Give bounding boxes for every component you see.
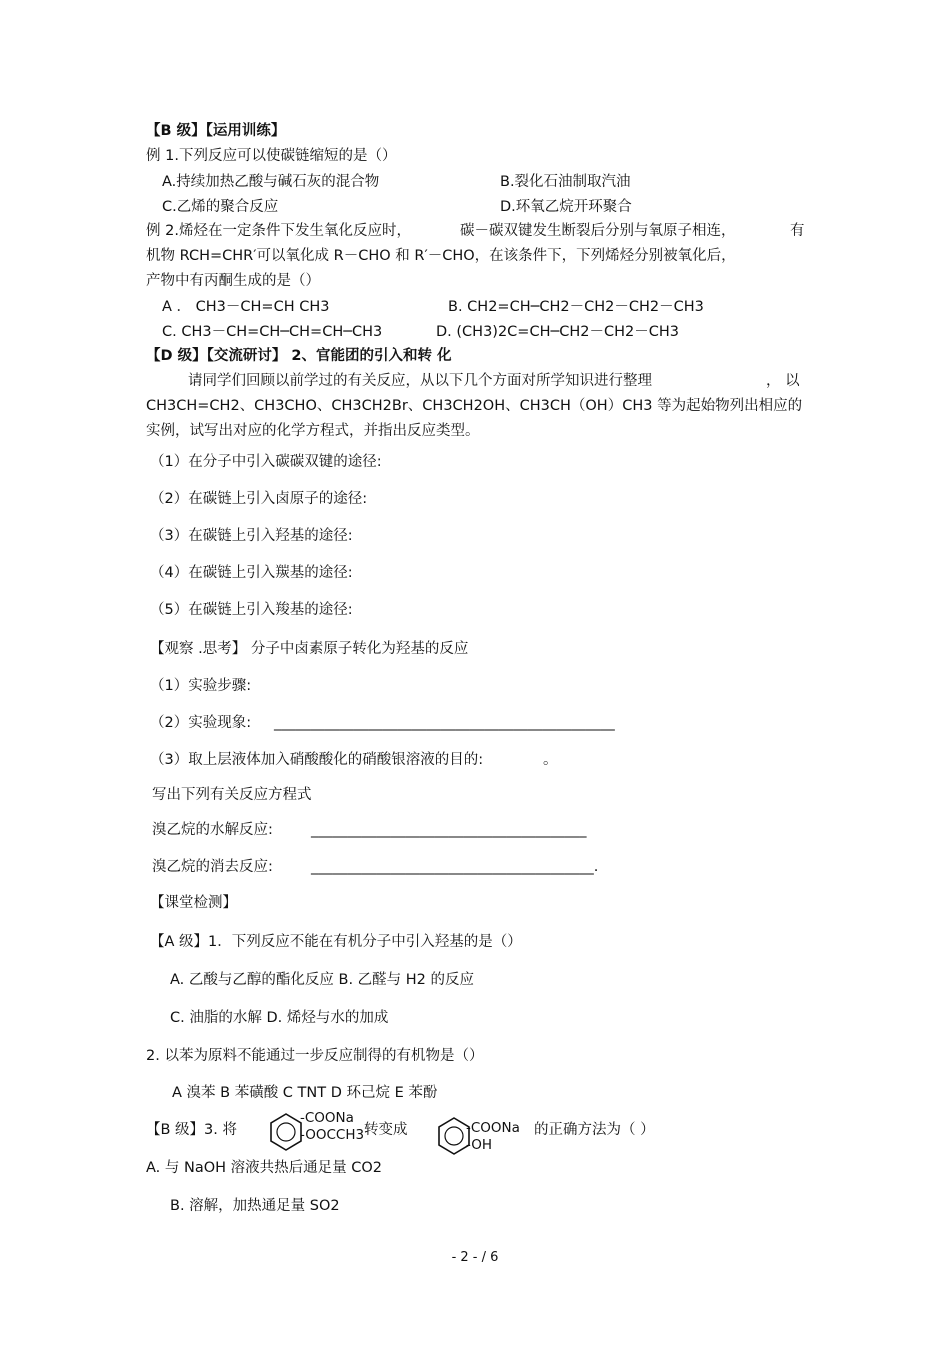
hydrolysis-blank: ______________________________________	[311, 822, 587, 838]
example-1-option-c: C.乙烯的聚合反应	[162, 199, 279, 215]
d-level-intro-2: CH3CH=CH2、CH3CHO、CH3CH2Br、CH3CH2OH、CH3CH（OH）CH3 等为起始物列出相应的	[146, 398, 803, 414]
observe-step-3-end: 。	[543, 752, 558, 768]
route-item-5: （5）在碳链上引入羧基的途径:	[150, 602, 353, 618]
example-2-line-1a: 例 2.烯烃在一定条件下发生氧化反应时，	[146, 223, 411, 239]
question-3-middle: 转变成	[364, 1122, 408, 1138]
observe-step-3: （3）取上层液体加入硝酸酸化的硝酸银溶液的目的:	[150, 752, 484, 768]
example-2-option-a: A ． CH3－CH=CH CH3	[162, 299, 330, 315]
d-level-intro-3: 实例，试写出对应的化学方程式，并指出反应类型。	[146, 423, 480, 439]
b-level-heading: 【B 级】【运用训练】	[146, 123, 286, 139]
example-1-stem: 例 1.下列反应可以使碳链缩短的是（）	[146, 148, 397, 164]
question-1-options-cd: C. 油脂的水解 D. 烯烃与水的加成	[170, 1010, 389, 1026]
route-item-4: （4）在碳链上引入羰基的途径:	[150, 565, 353, 581]
question-3-suffix: 的正确方法为（ ）	[534, 1122, 655, 1138]
example-1-option-a: A.持续加热乙酸与碱石灰的混合物	[162, 174, 380, 190]
observe-step-1: （1）实验步骤:	[150, 678, 252, 694]
observe-heading: 【观察 .思考】 分子中卤素原子转化为羟基的反应	[150, 641, 469, 657]
route-item-2: （2）在碳链上引入卤原子的途径:	[150, 491, 368, 507]
example-2-line-1b: 碳－碳双键发生断裂后分别与氧原子相连，	[460, 223, 736, 239]
example-2-line-1c: 有	[790, 223, 805, 239]
example-2-option-d: D. (CH3)2C=CH─CH2－CH2－CH3	[436, 324, 679, 340]
structure-1-top-group: -COONa	[300, 1110, 354, 1126]
check-heading: 【课堂检测】	[150, 895, 237, 911]
question-3-option-b: B. 溶解，加热通足量 SO2	[170, 1198, 340, 1214]
question-2-options: A 溴苯 B 苯磺酸 C TNT D 环己烷 E 苯酚	[172, 1085, 438, 1101]
question-1-stem: 【A 级】1．下列反应不能在有机分子中引入羟基的是（）	[150, 934, 522, 950]
d-level-intro-1-end: ， 以	[766, 373, 800, 389]
question-3-option-a: A. 与 NaOH 溶液共热后通足量 CO2	[146, 1160, 383, 1176]
example-2-line-2: 机物 RCH=CHR′可以氧化成 R－CHO 和 R′－CHO，在该条件下，下列烯烃分别被氧化后，	[146, 248, 736, 264]
question-2-stem: 2. 以苯为原料不能通过一步反应制得的有机物是（）	[146, 1048, 484, 1064]
route-item-3: （3）在碳链上引入羟基的途径:	[150, 528, 353, 544]
observe-write-prompt: 写出下列有关反应方程式	[152, 787, 312, 803]
elimination-label: 溴乙烷的消去反应:	[152, 859, 273, 875]
observe-step-2: （2）实验现象:	[150, 715, 252, 731]
hydrolysis-label: 溴乙烷的水解反应:	[152, 822, 273, 838]
observe-step-2-blank: _______________________________________________	[274, 715, 615, 731]
example-1-option-b: B.裂化石油制取汽油	[500, 174, 631, 190]
elimination-blank: _______________________________________.	[311, 859, 599, 875]
route-item-1: （1）在分子中引入碳碳双键的途径:	[150, 454, 382, 470]
example-2-line-3: 产物中有丙酮生成的是（）	[146, 273, 320, 289]
example-2-option-c: C. CH3－CH=CH─CH=CH─CH3	[162, 324, 383, 340]
question-3-prefix: 【B 级】3. 将	[146, 1122, 237, 1138]
benzene-ring-structure-1	[268, 1112, 304, 1152]
structure-2-bottom-group: -OH	[466, 1137, 493, 1153]
d-level-intro-1: 请同学们回顾以前学过的有关反应，从以下几个方面对所学知识进行整理	[188, 373, 652, 389]
d-level-heading: 【D 级】【交流研讨】 2、官能团的引入和转 化	[146, 348, 452, 364]
example-2-option-b: B. CH2=CH─CH2－CH2－CH2－CH3	[448, 299, 704, 315]
structure-2-top-group: -COONa	[466, 1120, 520, 1136]
structure-1-bottom-group: -OOCCH3	[300, 1127, 365, 1143]
page-number: - 2 - / 6	[451, 1250, 499, 1265]
example-1-option-d: D.环氧乙烷开环聚合	[500, 199, 632, 215]
question-1-options-ab: A. 乙酸与乙醇的酯化反应 B. 乙醛与 H2 的反应	[170, 972, 475, 988]
